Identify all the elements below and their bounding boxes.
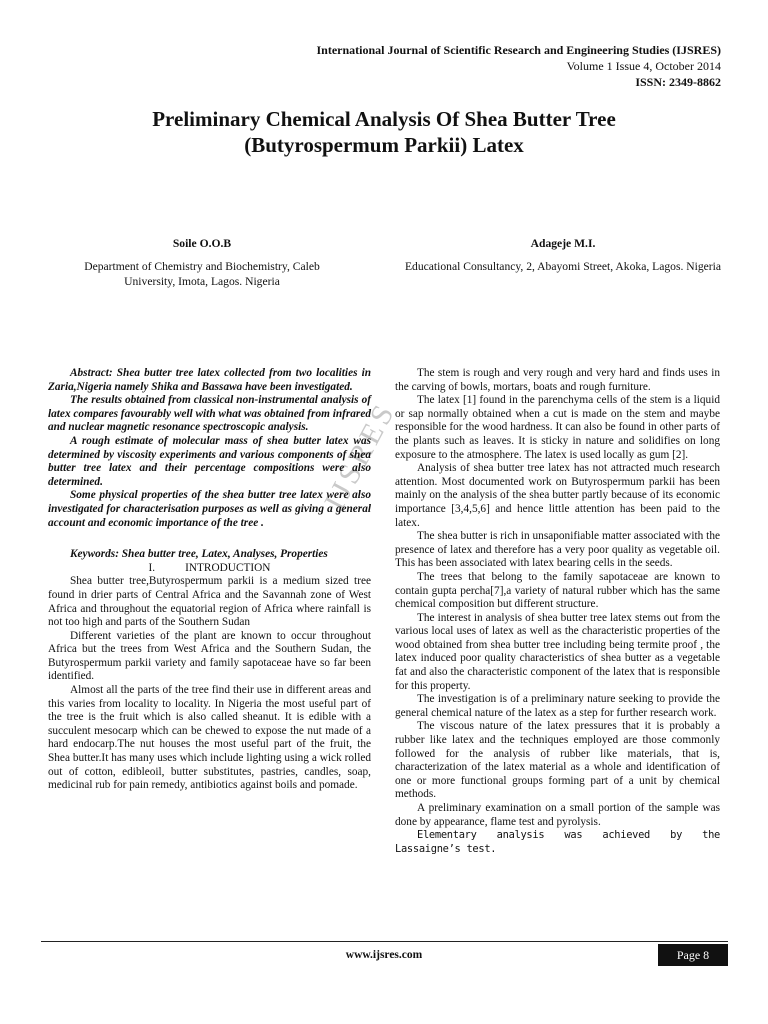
- paper-title: [60, 106, 708, 158]
- body-paragraph: The viscous nature of the latex pressures that it is probably a rubber like latex and the techniques employed are those commonly followed for the analysis of rubber like materials, that is, characterization of the latex material as a whole and identification of one or more functional groups forming part of a unit by chemical methods.: [395, 720, 720, 801]
- journal-name: International Journal of Scientific Research and Engineering Studies (IJSRES): [316, 43, 721, 57]
- right-column: [395, 367, 720, 856]
- keywords: Keywords: Shea butter tree, Latex, Analyses, Properties: [70, 548, 328, 561]
- journal-volume: Volume 1 Issue 4, October 2014: [566, 59, 721, 73]
- author-block-1: [60, 236, 344, 289]
- author-name: Soile O.O.B: [172, 237, 232, 250]
- title-line-1: Preliminary Chemical Analysis Of Shea Butter Tree: [152, 107, 616, 131]
- body-paragraph: Almost all the parts of the tree find their use in different areas and this varies from locality to locality. In Nigeria the most useful part of the tree is the fruit which is also called sheanut. It is edible with a succulent mesocarp which can be chewed to expose the nut made of a hard endocarp.The nut houses the most useful part of the fruit, the Shea butter.It has many uses which include lighting using a wick rolled out of cotton, edibleoil, butter substitutes, pastries, candles, soap, medicinal rub for pain remedy, antibiotics against boils and pomade.: [48, 684, 371, 792]
- watermark: IJSRES: [318, 396, 403, 516]
- body-paragraph: The trees that belong to the family sapotaceae are known to contain gupta percha[7],a variety of natural rubber which has the same chemical composition but different structure.: [395, 570, 720, 611]
- section-number: I.: [148, 561, 156, 574]
- body-paragraph: Elementary analysis was achieved by the Lassaigne’s test.: [395, 829, 720, 855]
- author-affiliation: Department of Chemistry and Biochemistry, Caleb University, Imota, Lagos. Nigeria: [84, 260, 320, 288]
- body-paragraph: The shea butter is rich in unsaponifiable matter associated with the presence of latex and therefore has a very poor quality as vegetable oil. This has been associated with latex bearing cells in the seeds.: [395, 530, 720, 570]
- footer-rule: [41, 941, 728, 942]
- body-paragraph: A preliminary examination on a small portion of the sample was done by appearance, flame test and pyrolysis.: [395, 802, 720, 828]
- body-paragraph: The latex [1] found in the parenchyma cells of the stem is a liquid or sap normally obtained when a cut is made on the stem and maybe responsible for the wood hardness. It can also be found in other parts of the plants such as leaves. It is sticky in nature and solidifies on long exposure to the atmosphere. The latex is used locally as gum [2].: [395, 394, 720, 461]
- section-title: INTRODUCTION: [185, 561, 271, 574]
- body-paragraph: Different varieties of the plant are known to occur throughout Africa but the trees from West Africa and the Southern Sudan, the Butyrospermum parkii variety and family sapotaceae have so far been identified.: [48, 629, 371, 683]
- author-affiliation: Educational Consultancy, 2, Abayomi Street, Akoka, Lagos. Nigeria: [404, 260, 722, 273]
- body-paragraph: The stem is rough and very rough and very hard and finds uses in the carving of bowls, mortars, boats and rough furniture.: [395, 367, 720, 393]
- page-number-badge: Page 8: [658, 944, 728, 966]
- title-line-2: (Butyrospermum Parkii) Latex: [244, 133, 524, 157]
- section-heading: [48, 562, 371, 576]
- body-paragraph: Analysis of shea butter tree latex has not attracted much research attention. Most documented work on Butyrospermum parkii has been mainly on the analysis of the shea butter partly because of its economic importance [3,4,5,6] and hence little attention has been paid to the latex.: [395, 462, 720, 529]
- abstract-paragraph: Abstract: Shea butter tree latex collected from two localities in Zaria,Nigeria namely Shika and Bassawa have been investigated.: [48, 367, 371, 393]
- abstract-paragraph: A rough estimate of molecular mass of shea butter latex was determined by viscosity experiments and various components of shea butter tree latex and their percentage compositions were also determined.: [48, 434, 371, 488]
- abstract-paragraph: Some physical properties of the shea butter tree latex were also investigated for characterisation purposes as well as giving a general account and economic importance of the tree .: [48, 489, 371, 529]
- left-column: [48, 367, 371, 793]
- footer-url[interactable]: www.ijsres.com: [345, 949, 423, 961]
- abstract-paragraph: The results obtained from classical non-instrumental analysis of latex compares favourably well with what was obtained from infrared and nuclear magnetic resonance spectroscopic analysis.: [48, 394, 371, 434]
- author-name: Adageje M.I.: [530, 237, 596, 250]
- author-block-2: [402, 236, 724, 274]
- journal-issn: ISSN: 2349-8862: [635, 75, 721, 89]
- abstract: [48, 367, 371, 530]
- body-paragraph: The investigation is of a preliminary nature seeking to provide the general chemical nature of the latex as a step for further research work.: [395, 693, 720, 719]
- body-paragraph: The interest in analysis of shea butter tree latex stems out from the various local uses of latex as well as the characteristic properties of the wood obtained from shea butter tree including being termite proof , the latex induced poor quality characteristics of shea butter as a vegetable fat and also the characteristic component of the latex that is responsible for this property.: [395, 611, 720, 692]
- body-paragraph: Shea butter tree,Butyrospermum parkii is a medium sized tree found in drier parts of Central Africa and the Savannah zone of West Africa and throughout the equatorial region of Africa where rainfall is not too high and parts of the Southern Sudan: [48, 575, 371, 629]
